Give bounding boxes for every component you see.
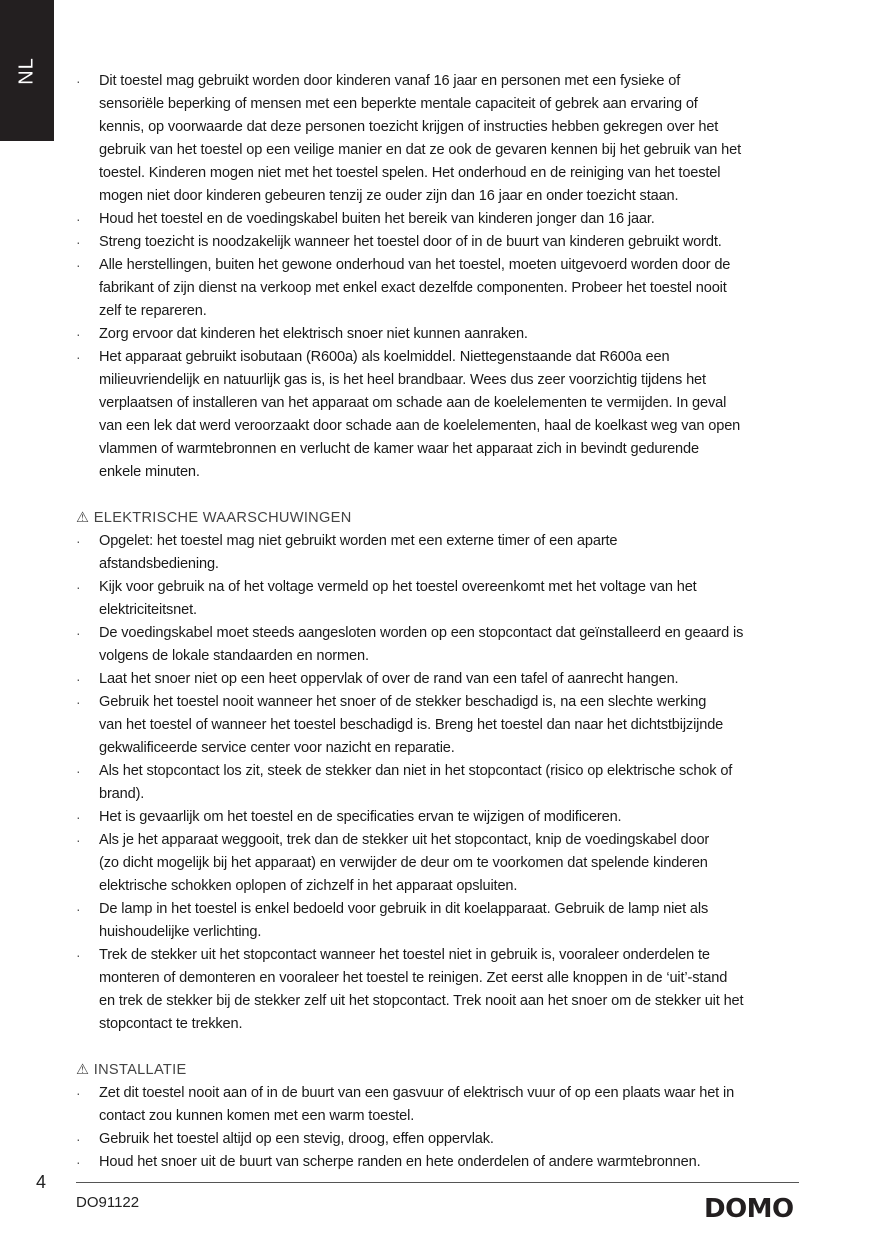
- list-item: [76, 576, 806, 622]
- text-line: (zo dicht mogelijk bij het apparaat) en verwijder de deur om te voorkomen dat spelende kinderen: [99, 855, 708, 871]
- bullet: ·: [76, 1154, 81, 1170]
- text-line: mogen niet door kinderen gebeuren tenzij ze ouder zijn dan 16 jaar en onder toezicht staan.: [99, 188, 679, 204]
- text-line: Houd het toestel en de voedingskabel buiten het bereik van kinderen jonger dan 16 jaar.: [99, 211, 655, 227]
- text-line: Alle herstellingen, buiten het gewone onderhoud van het toestel, moeten uitgevoerd worden door de: [99, 257, 731, 273]
- text-line: Gebruik het toestel altijd op een stevig, droog, effen oppervlak.: [99, 1131, 494, 1147]
- text-line: zelf te repareren.: [99, 303, 207, 319]
- list-item: [76, 691, 806, 760]
- bullet: ·: [76, 901, 81, 917]
- text-line: Het is gevaarlijk om het toestel en de specificaties ervan te wijzigen of modificeren.: [99, 809, 622, 825]
- text-line: fabrikant of zijn dienst na verkoop met enkel exact dezelfde componenten. Probeer het toestel nooit: [99, 280, 727, 296]
- text-line: contact zou kunnen komen met een warm toestel.: [99, 1108, 415, 1124]
- text-line: Zorg ervoor dat kinderen het elektrisch snoer niet kunnen aanraken.: [99, 326, 528, 342]
- list-item: [76, 346, 806, 484]
- text-line: De voedingskabel moet steeds aangesloten worden op een stopcontact dat geïnstalleerd en geaard is: [99, 625, 744, 641]
- text-line: huishoudelijke verlichting.: [99, 924, 262, 940]
- text-line: monteren of demonteren en vooraleer het toestel te reinigen. Zet eerst alle knoppen in de ‘uit’-stand: [99, 970, 728, 986]
- page-number: 4: [36, 1172, 47, 1192]
- text-line: Kijk voor gebruik na of het voltage vermeld op het toestel overeenkomt met het voltage van het: [99, 579, 697, 595]
- text-line: stopcontact te trekken.: [99, 1016, 243, 1032]
- bullet: ·: [76, 257, 81, 273]
- list-item: [76, 622, 806, 668]
- text-line: enkele minuten.: [99, 464, 200, 480]
- list-item: [76, 1128, 806, 1151]
- text-line: brand).: [99, 786, 145, 802]
- text-line: Als je het apparaat weggooit, trek dan de stekker uit het stopcontact, knip de voedingskabel door: [99, 832, 710, 848]
- bullet: ·: [76, 211, 81, 227]
- text-line: Trek de stekker uit het stopcontact wanneer het toestel niet in gebruik is, vooraleer onderdelen te: [99, 947, 710, 963]
- text-line: milieuvriendelijk en natuurlijk gas is, is het heel brandbaar. Wees dus zeer voorzichtig tijdens het: [99, 372, 706, 388]
- text-line: volgens de lokale standaarden en normen.: [99, 648, 369, 664]
- bullet: ·: [76, 763, 81, 779]
- bullet: ·: [76, 326, 81, 342]
- model-number: DO91122: [76, 1194, 140, 1211]
- section-heading: ⚠ ELEKTRISCHE WAARSCHUWINGEN: [76, 510, 352, 526]
- bullet: ·: [76, 694, 81, 710]
- list-item: [76, 1151, 806, 1174]
- bullet: ·: [76, 1131, 81, 1147]
- text-line: van een lek dat werd veroorzaakt door schade aan de koelelementen, haal de koelkast weg van open: [99, 418, 741, 434]
- bullet: ·: [76, 947, 81, 963]
- bullet: ·: [76, 349, 81, 365]
- text-line: Opgelet: het toestel mag niet gebruikt worden met een externe timer of een aparte: [99, 533, 618, 549]
- safety-instructions: [76, 70, 806, 1174]
- text-line: verplaatsen of installeren van het apparaat om schade aan de koelelementen te vermijden. In geval: [99, 395, 727, 411]
- bullet: ·: [76, 809, 81, 825]
- text-line: Laat het snoer niet op een heet oppervlak of over de rand van een tafel of aanrecht hangen.: [99, 671, 679, 687]
- list-item: [76, 944, 806, 1036]
- section-heading: ⚠ INSTALLATIE: [76, 1062, 187, 1078]
- text-line: gekwalificeerde service center voor nazicht en reparatie.: [99, 740, 455, 756]
- text-line: Gebruik het toestel nooit wanneer het snoer of de stekker beschadigd is, na een slechte werking: [99, 694, 707, 710]
- bullet: ·: [76, 234, 81, 250]
- text-line: afstandsbediening.: [99, 556, 219, 572]
- language-label: NL: [15, 57, 38, 85]
- language-tab: [0, 0, 54, 141]
- bullet: ·: [76, 73, 81, 89]
- bullet: ·: [76, 579, 81, 595]
- text-line: Streng toezicht is noodzakelijk wanneer het toestel door of in de buurt van kinderen gebruikt wordt.: [99, 234, 722, 250]
- text-line: Houd het snoer uit de buurt van scherpe randen en hete onderdelen of andere warmtebronnen.: [99, 1154, 701, 1170]
- list-item: [76, 530, 806, 576]
- text-line: elektriciteitsnet.: [99, 602, 197, 618]
- text-line: van het toestel of wanneer het toestel beschadigd is. Breng het toestel dan naar het dichtstbijzijnde: [99, 717, 724, 733]
- footer-divider: [76, 1182, 799, 1183]
- list-item: [76, 254, 806, 323]
- spacer: [76, 1036, 806, 1059]
- bullet: ·: [76, 533, 81, 549]
- text-line: elektrische schokken oplopen of zichzelf in het apparaat opsluiten.: [99, 878, 518, 894]
- list-item: [76, 806, 806, 829]
- bullet: ·: [76, 671, 81, 687]
- text-line: toestel. Kinderen mogen niet met het toestel spelen. Het onderhoud en de reiniging van het toestel: [99, 165, 721, 181]
- list-item: [76, 208, 806, 231]
- list-item: [76, 1082, 806, 1128]
- brand-logo: DOMO: [704, 1194, 794, 1224]
- list-item: [76, 760, 806, 806]
- text-line: Als het stopcontact los zit, steek de stekker dan niet in het stopcontact (risico op elektrische schok of: [99, 763, 733, 779]
- text-line: kennis, op voorwaarde dat deze personen toezicht krijgen of instructies hebben gekregen over het: [99, 119, 719, 135]
- bullet: ·: [76, 832, 81, 848]
- list-item: [76, 70, 806, 208]
- list-item: [76, 898, 806, 944]
- bullet: ·: [76, 625, 81, 641]
- list-item: [76, 668, 806, 691]
- text-line: en trek de stekker bij de stekker zelf uit het stopcontact. Trek nooit aan het snoer om de stekker uit het: [99, 993, 744, 1009]
- text-line: Zet dit toestel nooit aan of in de buurt van een gasvuur of elektrisch vuur of op een plaats waar het in: [99, 1085, 735, 1101]
- bullet: ·: [76, 1085, 81, 1101]
- text-line: Het apparaat gebruikt isobutaan (R600a) als koelmiddel. Niettegenstaande dat R600a een: [99, 349, 670, 365]
- text-line: gebruik van het toestel op een veilige manier en dat ze ook de gevaren kennen bij het gebruik van het: [99, 142, 742, 158]
- spacer: [76, 484, 806, 507]
- text-line: sensoriële beperking of mensen met een beperkte mentale capaciteit of gebrek aan ervaring of: [99, 96, 698, 112]
- list-item: [76, 231, 806, 254]
- list-item: [76, 323, 806, 346]
- text-line: De lamp in het toestel is enkel bedoeld voor gebruik in dit koelapparaat. Gebruik de lamp niet als: [99, 901, 709, 917]
- text-line: Dit toestel mag gebruikt worden door kinderen vanaf 16 jaar en personen met een fysieke of: [99, 73, 681, 89]
- text-line: vlammen of warmtebronnen en verlucht de kamer waar het apparaat zich in bevindt gedurende: [99, 441, 699, 457]
- list-item: [76, 829, 806, 898]
